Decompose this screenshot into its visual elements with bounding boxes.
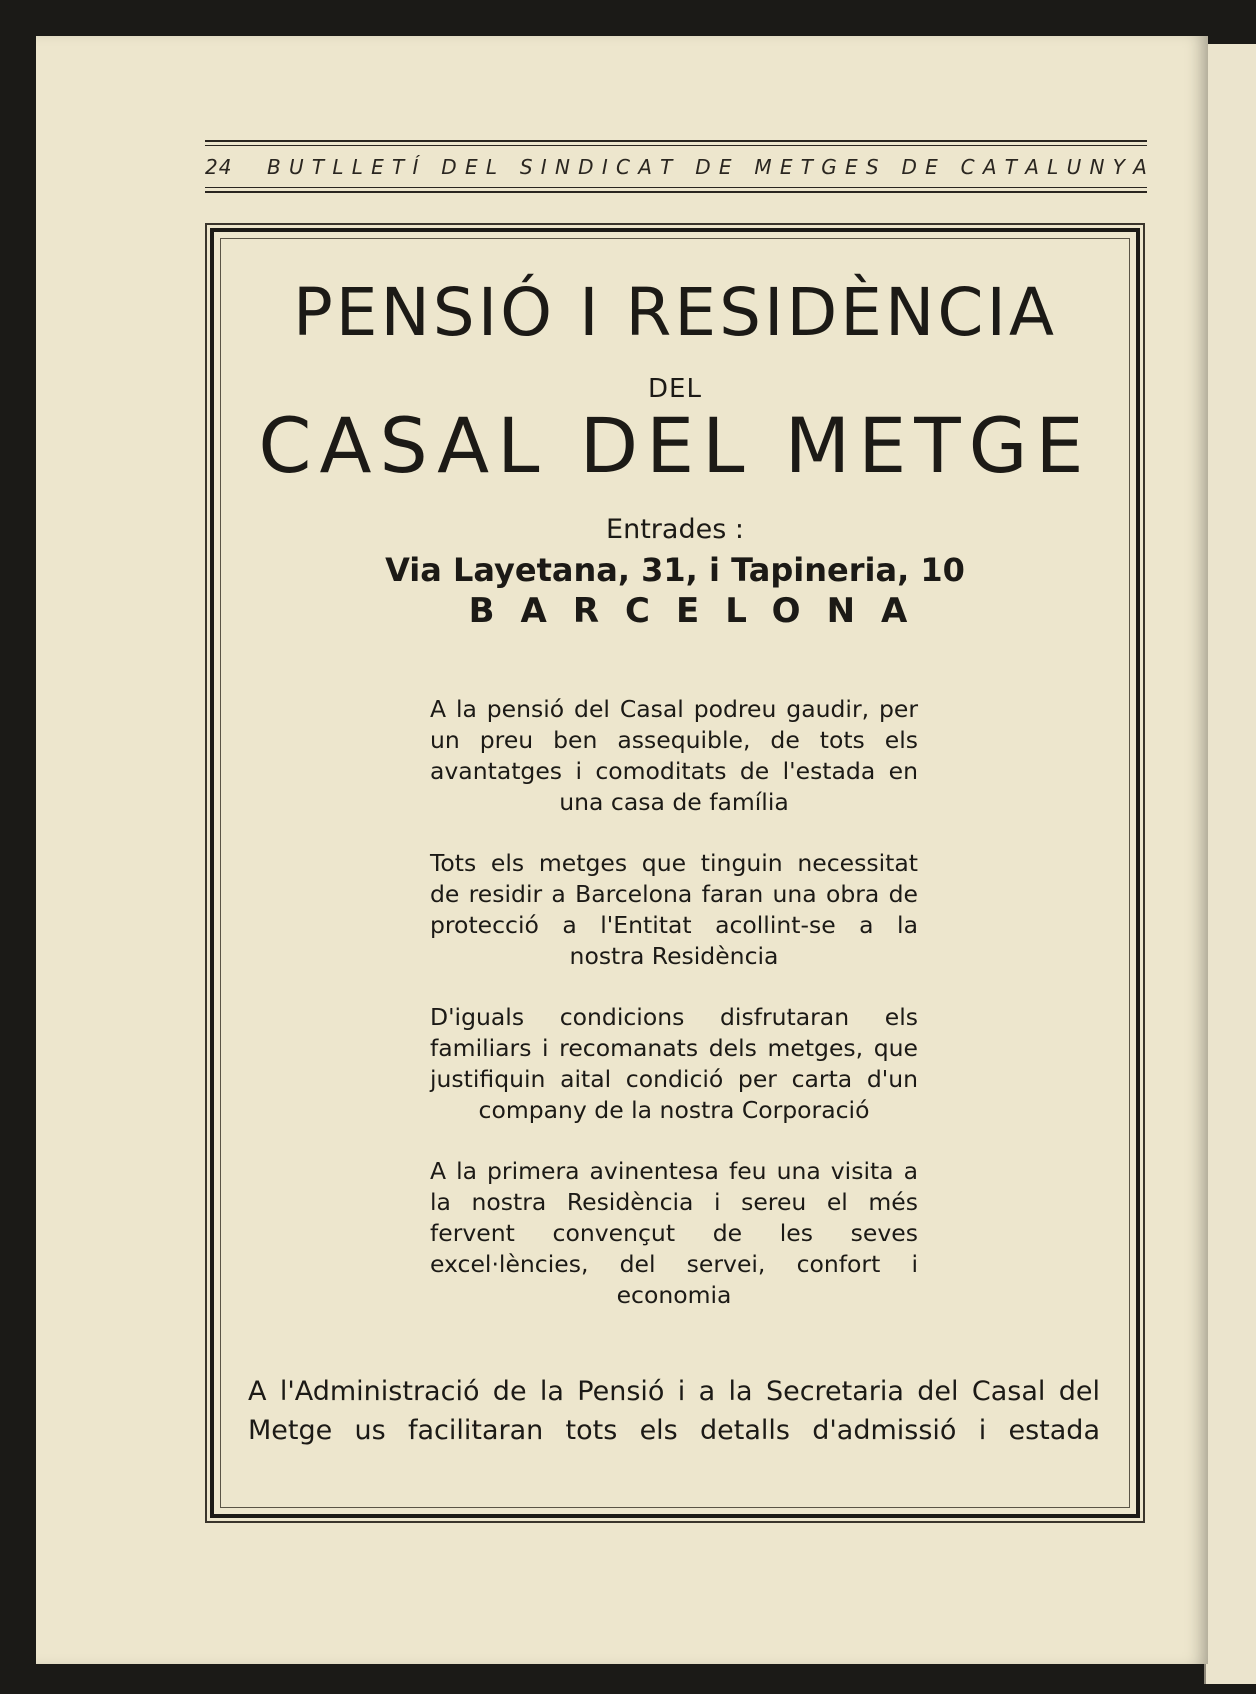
header-rule-top bbox=[205, 140, 1147, 142]
header-rule-top-thin bbox=[205, 145, 1147, 146]
entrances-label: Entrades : bbox=[606, 514, 744, 545]
paragraph-relatives: D'iguals condicions disfrutaran els familiars i recomanats dels metges, que justifiquin aital condició per carta d'un company de la nostra Corporació bbox=[430, 1003, 918, 1124]
ad-footer: A l'Administració de la Pensió i a la Secretaria del Casal del Metge us facilitaran tots els detalls d'admissió i estada bbox=[248, 1376, 1100, 1446]
adjacent-page-edge bbox=[1204, 44, 1256, 1684]
page-number: 24 bbox=[205, 155, 233, 179]
paragraph-visit: A la primera avinentesa feu una visita a la nostra Residència i sereu el més fervent convençut de les seves excel·lències, del servei, confort i economia bbox=[430, 1157, 918, 1309]
city: BARCELONA bbox=[468, 591, 934, 631]
header-rule-bottom-thin bbox=[205, 187, 1147, 188]
ad-title-line2: CASAL DEL METGE bbox=[258, 401, 1092, 490]
ad-title-connector: DEL bbox=[648, 374, 702, 404]
journal-title: B U T L L E T Í D E L S I N D I C A T D E M E T G E S D E C A T A L U N Y A bbox=[267, 155, 1147, 179]
paragraph-doctors: Tots els metges que tinguin necessitat de residir a Barcelona faran una obra de protecció a l'Entitat acollint-se a la nostra Residència bbox=[430, 849, 918, 970]
address: Via Layetana, 31, i Tapineria, 10 bbox=[385, 551, 965, 589]
advertisement-frame bbox=[210, 228, 1140, 1518]
paragraph-pension: A la pensió del Casal podreu gaudir, per un preu ben assequible, de tots els avantatges i comoditats de l'estada en una casa de família bbox=[430, 695, 918, 816]
header-rule-bottom bbox=[205, 191, 1147, 193]
running-header bbox=[205, 154, 1147, 180]
ad-title-line1: PENSIÓ I RESIDÈNCIA bbox=[292, 274, 1058, 351]
